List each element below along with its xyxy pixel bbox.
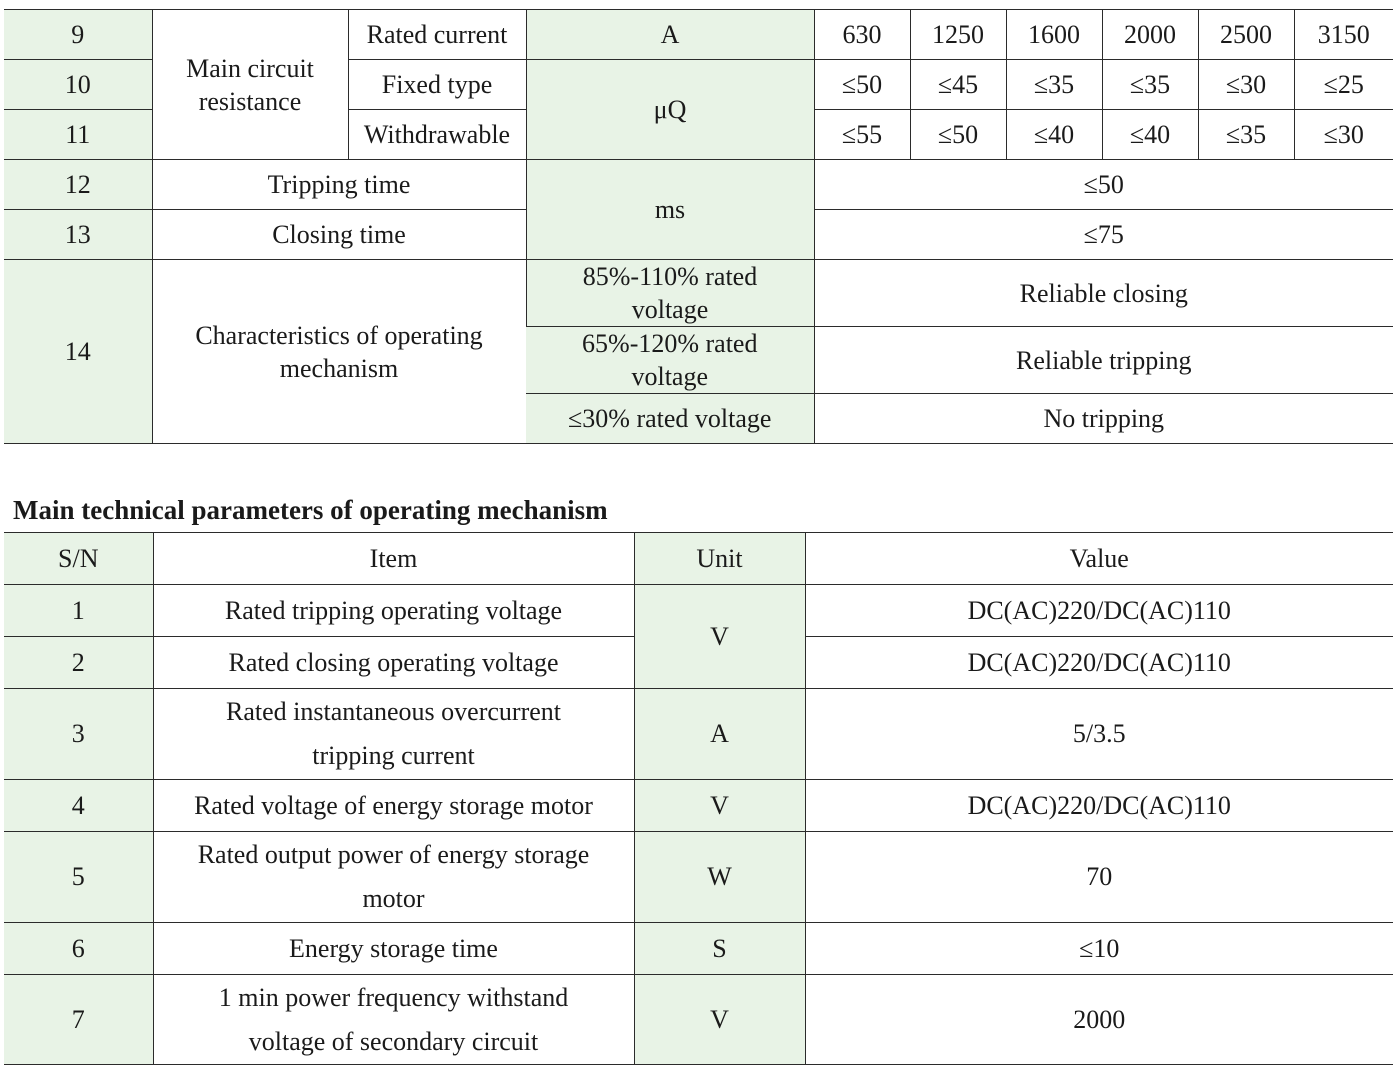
section-title: Main technical parameters of operating mechanism (13, 495, 608, 525)
value-cell: ≤50 (814, 160, 1393, 210)
row-number: 14 (4, 260, 152, 444)
value-cell: 630 (814, 10, 910, 60)
item-label: Rated current (348, 10, 526, 60)
condition-cell: ≤30% rated voltage (526, 394, 814, 444)
table-row (4, 585, 1393, 637)
unit-cell: A (526, 10, 814, 60)
table-row (4, 260, 1393, 327)
table-row (4, 832, 1393, 923)
item-label: Withdrawable (348, 110, 526, 160)
row-number: 9 (4, 10, 152, 60)
unit-cell: μQ (526, 60, 814, 160)
sn-cell: 3 (4, 689, 153, 780)
item-cell: Rated output power of energy storage motor (153, 832, 634, 923)
unit-cell: A (634, 689, 805, 780)
value-cell: 2000 (1102, 10, 1198, 60)
value-cell: ≤40 (1102, 110, 1198, 160)
table-row (4, 975, 1393, 1065)
item-label: Characteristics of operating mechanism (152, 260, 526, 444)
value-cell: ≤35 (1006, 60, 1102, 110)
item-cell: Rated tripping operating voltage (153, 585, 634, 637)
row-number: 13 (4, 210, 152, 260)
unit-cell: V (634, 975, 805, 1065)
value-cell: ≤50 (814, 60, 910, 110)
header-unit: Unit (634, 533, 805, 585)
sn-cell: 2 (4, 637, 153, 689)
value-cell: 70 (805, 832, 1393, 923)
table-row (4, 923, 1393, 975)
value-cell: ≤30 (1294, 110, 1393, 160)
value-cell: ≤75 (814, 210, 1393, 260)
header-value: Value (805, 533, 1393, 585)
row-number: 11 (4, 110, 152, 160)
value-cell: ≤35 (1198, 110, 1294, 160)
unit-cell: S (634, 923, 805, 975)
value-cell: 1250 (910, 10, 1006, 60)
value-cell: ≤55 (814, 110, 910, 160)
sn-cell: 7 (4, 975, 153, 1065)
value-cell: DC(AC)220/DC(AC)110 (805, 637, 1393, 689)
result-cell: Reliable tripping (814, 327, 1393, 394)
table-row (4, 780, 1393, 832)
row-number: 10 (4, 60, 152, 110)
value-cell: ≤40 (1006, 110, 1102, 160)
value-cell: ≤45 (910, 60, 1006, 110)
item-cell: Rated closing operating voltage (153, 637, 634, 689)
value-cell: ≤50 (910, 110, 1006, 160)
sn-cell: 1 (4, 585, 153, 637)
result-cell: No tripping (814, 394, 1393, 444)
unit-cell: W (634, 832, 805, 923)
table-row (4, 10, 1393, 60)
item-cell: Rated voltage of energy storage motor (153, 780, 634, 832)
item-cell: Energy storage time (153, 923, 634, 975)
table-row (4, 160, 1393, 210)
circuit-breaker-parameters-table (4, 9, 1393, 444)
sn-cell: 4 (4, 780, 153, 832)
operating-mechanism-table (4, 532, 1393, 1065)
row-number: 12 (4, 160, 152, 210)
value-cell: 2500 (1198, 10, 1294, 60)
value-cell: 5/3.5 (805, 689, 1393, 780)
value-cell: 1600 (1006, 10, 1102, 60)
header-row (4, 533, 1393, 585)
header-sn: S/N (4, 533, 153, 585)
group-label: Main circuit resistance (152, 10, 348, 160)
table-row (4, 689, 1393, 780)
sn-cell: 5 (4, 832, 153, 923)
value-cell: ≤30 (1198, 60, 1294, 110)
condition-cell: 85%-110% rated voltage (526, 260, 814, 327)
unit-cell: V (634, 780, 805, 832)
header-item: Item (153, 533, 634, 585)
value-cell: 3150 (1294, 10, 1393, 60)
item-cell: Rated instantaneous overcurrent tripping current (153, 689, 634, 780)
item-label: Closing time (152, 210, 526, 260)
unit-cell: ms (526, 160, 814, 260)
value-cell: 2000 (805, 975, 1393, 1065)
value-cell: ≤10 (805, 923, 1393, 975)
value-cell: ≤25 (1294, 60, 1393, 110)
unit-cell: V (634, 585, 805, 689)
result-cell: Reliable closing (814, 260, 1393, 327)
sn-cell: 6 (4, 923, 153, 975)
condition-cell: 65%-120% rated voltage (526, 327, 814, 394)
item-label: Tripping time (152, 160, 526, 210)
item-cell: 1 min power frequency withstand voltage of secondary circuit (153, 975, 634, 1065)
item-label: Fixed type (348, 60, 526, 110)
value-cell: DC(AC)220/DC(AC)110 (805, 780, 1393, 832)
value-cell: ≤35 (1102, 60, 1198, 110)
value-cell: DC(AC)220/DC(AC)110 (805, 585, 1393, 637)
